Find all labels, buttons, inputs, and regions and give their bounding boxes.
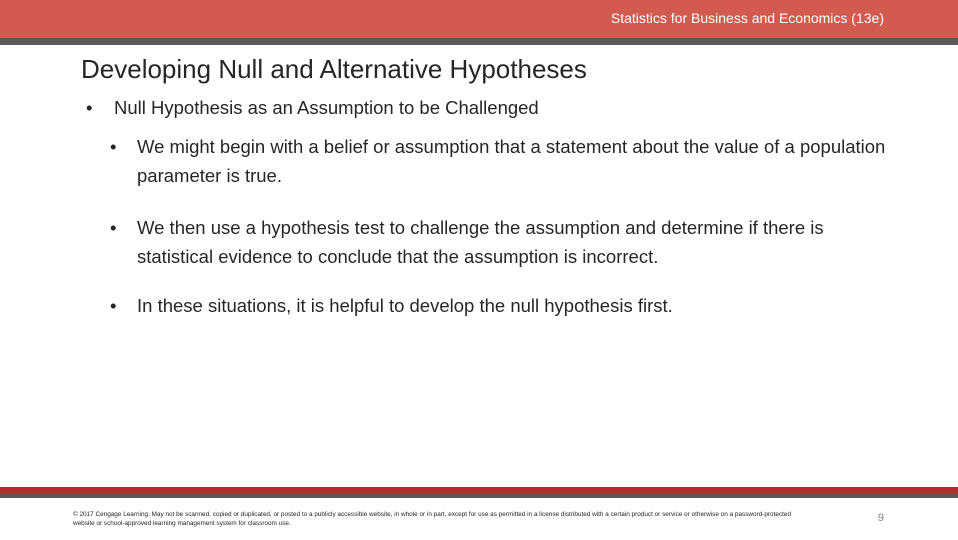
footer-red-bar: [0, 487, 958, 494]
sub-bullet-text: We might begin with a belief or assumption that a statement about the value of a population parameter is true.: [137, 136, 886, 186]
bullet-dot-icon: •: [110, 295, 117, 316]
course-title: Statistics for Business and Economics (13e): [610, 10, 884, 26]
copyright-notice: © 2017 Cengage Learning. May not be scanned, copied or duplicated, or posted to a publicly accessible website, in whole or in part, except for use as permitted in a license distributed with a certain product or service or otherwise on a password-protected website or school-approved learning management system for classroom use.: [73, 511, 792, 527]
footer-divider: [0, 494, 958, 498]
bullet-dot-icon: •: [110, 217, 117, 238]
main-bullet: [86, 93, 886, 122]
header-divider: [0, 38, 958, 45]
sub-bullet-text: We then use a hypothesis test to challenge the assumption and determine if there is statistical evidence to conclude that the assumption is incorrect.: [137, 217, 824, 267]
page-number: 9: [877, 512, 884, 524]
main-bullet-text: Null Hypothesis as an Assumption to be Challenged: [114, 97, 539, 118]
header-band: [0, 0, 958, 38]
bullet-dot-icon: •: [86, 97, 93, 118]
bullet-dot-icon: •: [110, 136, 117, 157]
slide-title: Developing Null and Alternative Hypotheses: [81, 54, 587, 84]
sub-bullet: [110, 132, 890, 190]
sub-bullet: [110, 291, 890, 320]
sub-bullet: [110, 213, 890, 271]
sub-bullet-text: In these situations, it is helpful to develop the null hypothesis first.: [137, 295, 673, 316]
